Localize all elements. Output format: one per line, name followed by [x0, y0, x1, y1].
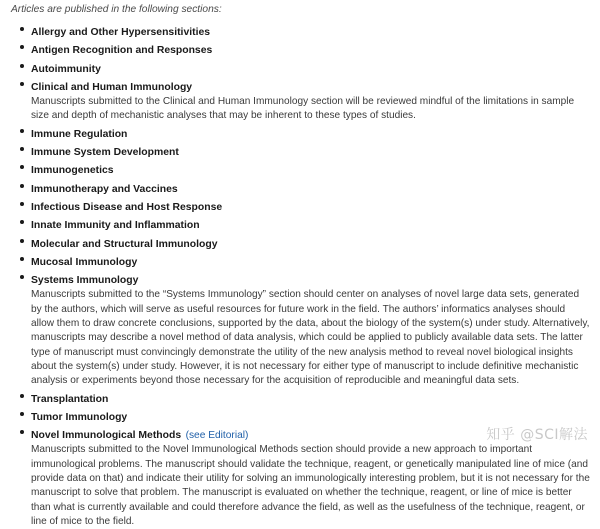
section-item — [11, 270, 592, 388]
section-item — [11, 215, 592, 233]
section-item — [11, 40, 592, 58]
section-title: Immune Regulation — [31, 128, 128, 140]
bullet-icon — [20, 165, 24, 169]
section-item — [11, 389, 592, 407]
bullet-icon — [20, 202, 24, 206]
bullet-icon — [20, 257, 24, 261]
section-item — [11, 407, 592, 425]
watermark-text: 知乎 @SCI解法 — [486, 427, 588, 443]
section-title: Novel Immunological Methods — [31, 430, 182, 442]
bullet-icon — [20, 64, 24, 68]
section-item — [11, 124, 592, 142]
bullet-icon — [20, 220, 24, 224]
section-title: Clinical and Human Immunology — [31, 81, 193, 93]
bullet-icon — [20, 82, 24, 86]
section-title: Immunogenetics — [31, 165, 114, 177]
section-item — [11, 234, 592, 252]
section-title: Transplantation — [31, 393, 109, 405]
bullet-icon — [20, 430, 24, 434]
section-description: Manuscripts submitted to the “Systems Immunology” section should center on analyses of novel large data sets, generated by the authors, which will serve as useful resources for future work in the field. The authors’ informatics analyses should allow them to draw concrete conclusions, supported by the data, about the biology of the system(s) under study. Alternatively, manuscripts may describe a novel method of data analysis, which could be applied to publicly available data sets. The latter type of manuscript must convincingly demonstrate the utility of the new analysis method to reveal novel biological insights about the system(s) under study. However, it is not necessary for either type of manuscript to include definitive mechanistic analysis or experiments beyond those necessary for the acquisition of reproducible and meaningful data sets. — [31, 289, 590, 387]
section-title: Molecular and Structural Immunology — [31, 238, 218, 250]
section-title: Innate Immunity and Inflammation — [31, 220, 200, 232]
section-item — [11, 197, 592, 215]
section-title: Immune System Development — [31, 147, 179, 159]
bullet-icon — [20, 147, 24, 151]
section-list — [11, 22, 592, 529]
section-title: Allergy and Other Hypersensitivities — [31, 27, 211, 38]
section-description: Manuscripts submitted to the Clinical and Human Immunology section will be reviewed mindful of the limitations in sample size and depth of mechanistic analyses that may be inherent to these types of studies. — [31, 96, 575, 122]
section-item — [11, 59, 592, 77]
bullet-icon — [20, 394, 24, 398]
section-description: Manuscripts submitted to the Novel Immunological Methods section should provide a new approach to important immunological problems. The manuscript should validate the technique, reagent, or genetically manipulated line of mice (and provide data on that) and indicate their utility for solving an immunologically interesting problem, but it is not necessary for the manuscript to solve that problem. The manuscript is evaluated on whether the technique, reagent, or line of mice is better than what is currently available and could therefore advance the field, as well as the usefulness of the technique, reagent, or line of mice to the field. — [31, 444, 590, 527]
bullet-icon — [20, 275, 24, 279]
bullet-icon — [20, 45, 24, 49]
section-item — [11, 252, 592, 270]
section-item — [11, 179, 592, 197]
section-item — [11, 77, 592, 124]
bullet-icon — [20, 412, 24, 416]
intro-text: Articles are published in the following sections: — [11, 4, 222, 15]
section-title: Systems Immunology — [31, 275, 139, 287]
section-item — [11, 160, 592, 178]
section-title: Antigen Recognition and Responses — [31, 45, 213, 57]
section-item — [11, 142, 592, 160]
bullet-icon — [20, 129, 24, 133]
bullet-icon — [20, 239, 24, 243]
bullet-icon — [20, 184, 24, 188]
see-editorial-link[interactable]: (see Editorial) — [185, 430, 249, 442]
section-title: Infectious Disease and Host Response — [31, 201, 223, 213]
section-title: Autoimmunity — [31, 63, 101, 75]
section-title: Mucosal Immunology — [31, 256, 138, 268]
section-title: Immunotherapy and Vaccines — [31, 183, 178, 195]
section-item — [11, 22, 592, 40]
bullet-icon — [20, 27, 24, 31]
section-title: Tumor Immunology — [31, 411, 128, 423]
